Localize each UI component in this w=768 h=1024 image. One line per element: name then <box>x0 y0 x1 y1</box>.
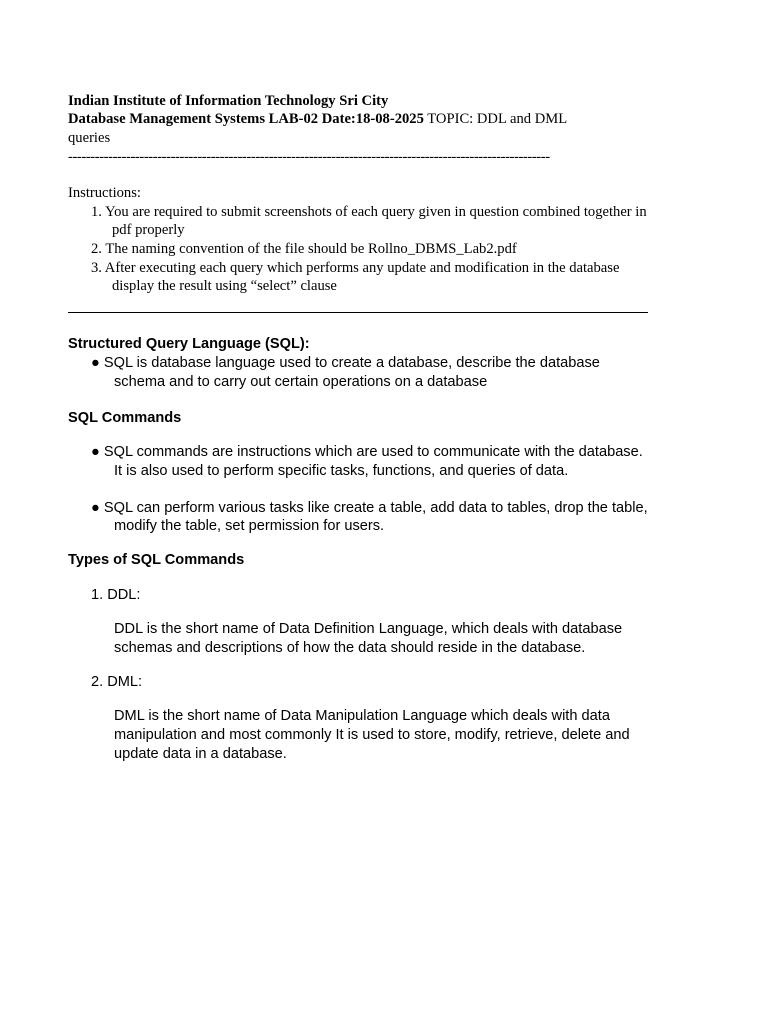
instruction-item-3-cont: display the result using “select” clause <box>112 278 337 294</box>
commands-bullet-1-cont: It is also used to perform specific tasks, functions, and queries of data. <box>114 463 569 479</box>
bullet-icon: ● <box>91 444 100 460</box>
sql-bullet-1-cont: schema and to carry out certain operations on a database <box>114 374 488 390</box>
instruction-number: 3. <box>91 260 102 276</box>
ddl-label: 1. DDL: <box>91 587 141 603</box>
bullet-icon: ● <box>91 355 100 371</box>
instruction-number: 2. <box>91 241 102 257</box>
dml-label: 2. DML: <box>91 674 143 690</box>
commands-bullet-2-cont: modify the table, set permission for users. <box>114 518 385 534</box>
instruction-text: You are required to submit screenshots of each query given in question combined together in <box>105 204 647 220</box>
bullet-text: SQL commands are instructions which are used to communicate with the database. <box>103 444 643 460</box>
commands-bullet-1 <box>91 444 643 460</box>
instruction-text: After executing each query which performs any update and modification in the database <box>104 260 620 276</box>
bullet-icon: ● <box>91 500 100 516</box>
course-line <box>68 111 567 128</box>
instruction-item-2 <box>91 241 517 258</box>
commands-heading: SQL Commands <box>68 410 182 426</box>
dml-description-line-2: manipulation and most commonly It is used to store, modify, retrieve, delete and <box>114 727 630 743</box>
instruction-item-1-cont: pdf properly <box>112 222 185 238</box>
topic-continued: queries <box>68 130 111 146</box>
bullet-text: SQL is database language used to create a database, describe the database <box>103 355 600 371</box>
sql-bullet-1 <box>91 355 600 371</box>
sql-heading: Structured Query Language (SQL): <box>68 336 310 352</box>
bullet-text: SQL can perform various tasks like create a table, add data to tables, drop the table, <box>103 500 648 516</box>
institute-name: Indian Institute of Information Technology Sri City <box>68 93 389 109</box>
course-title: Database Management Systems LAB-02 Date:18-08-2025 <box>68 111 424 127</box>
instruction-number: 1. <box>91 204 102 220</box>
types-heading: Types of SQL Commands <box>68 552 245 568</box>
ddl-description-line-1: DDL is the short name of Data Definition Language, which deals with database <box>114 621 623 637</box>
dashed-separator: ------------------------------------------------------------------------------------------------------------ <box>68 149 550 165</box>
instructions-title: Instructions: <box>68 185 141 201</box>
instruction-item-3 <box>91 260 619 277</box>
dml-description-line-3: update data in a database. <box>114 746 287 762</box>
instruction-text: The naming convention of the file should be Rollno_DBMS_Lab2.pdf <box>105 241 517 257</box>
commands-bullet-2 <box>91 500 648 516</box>
ddl-description-line-2: schemas and descriptions of how the data should reside in the database. <box>114 640 586 656</box>
topic-text: TOPIC: DDL and DML <box>423 111 568 127</box>
instruction-item-1 <box>91 204 647 221</box>
dml-description-line-1: DML is the short name of Data Manipulation Language which deals with data <box>114 708 610 724</box>
horizontal-rule <box>68 312 648 313</box>
